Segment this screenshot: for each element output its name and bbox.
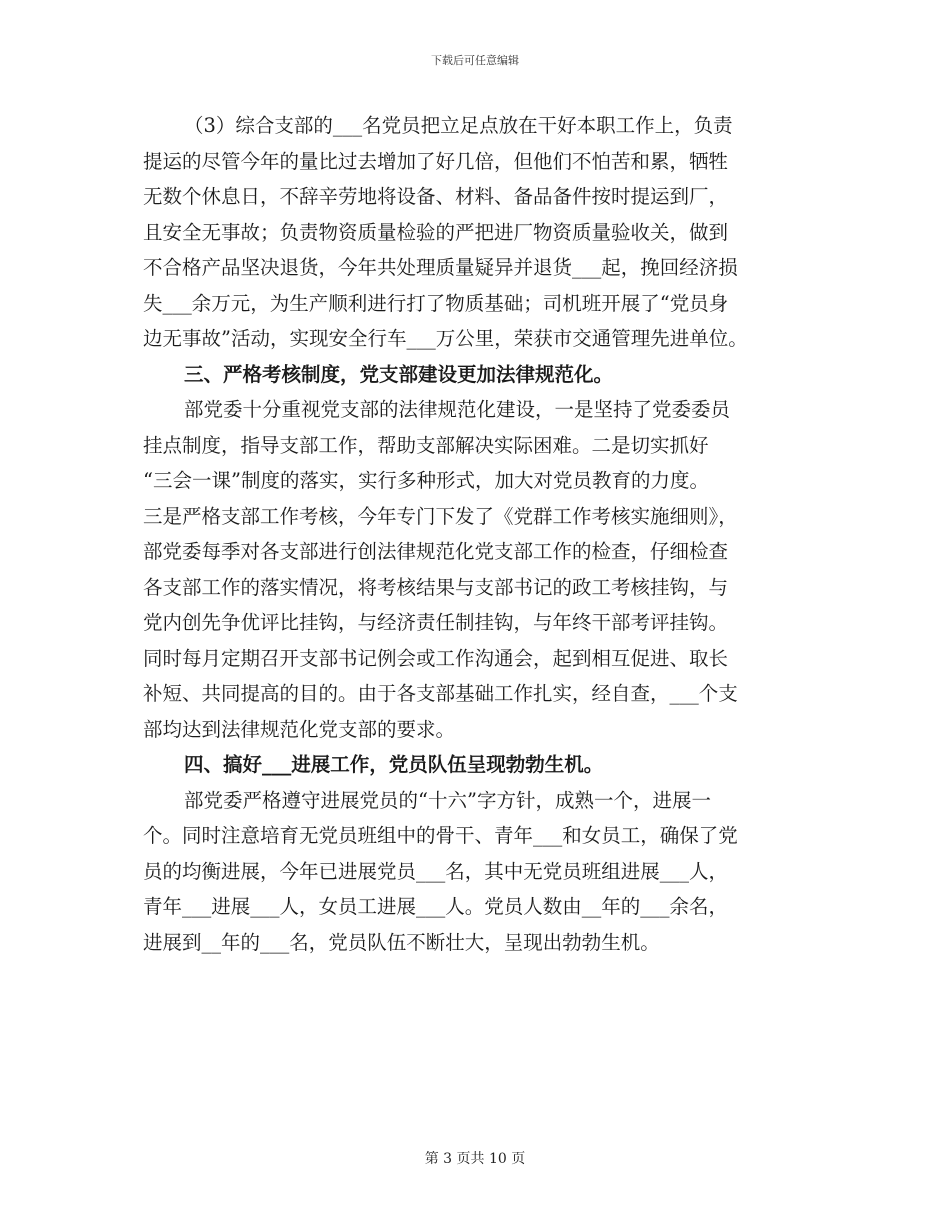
- paragraph-line: 挂点制度，指导支部工作，帮助支部解决实际困难。二是切实抓好: [143, 433, 709, 457]
- page-header-note: 下载后可任意编辑: [431, 54, 519, 67]
- section-heading: 三、严格考核制度，党支部建设更加法律规范化。: [184, 362, 614, 386]
- paragraph-line: 进展到__年的___名，党员队伍不断壮大，呈现出勃勃生机。: [143, 930, 660, 954]
- paragraph-line: 补短、共同提高的目的。由于各支部基础工作扎实，经自查，___个支: [143, 682, 738, 705]
- paragraph-line: 员的均衡进展，今年已进展党员___名，其中无党员班组进展___人，: [143, 859, 729, 883]
- paragraph-line: “三会一课”制度的落实，实行多种形式，加大对党员教育的力度。: [143, 469, 709, 492]
- paragraph-line: 不合格产品坚决退货，今年共处理质量疑异并退货___起，挽回经济损: [143, 256, 738, 279]
- paragraph-line: 边无事故”活动，实现安全行车___万公里，荣获市交通管理先进单位。: [143, 327, 748, 350]
- document-body: [143, 108, 833, 960]
- paragraph-line: 部党委每季对各支部进行创法律规范化党支部工作的检查，仔细检查: [143, 540, 729, 563]
- paragraph-line: 同时每月定期召开支部书记例会或工作沟通会，起到相互促进、取长: [143, 646, 729, 670]
- paragraph-line: 各支部工作的落实情况，将考核结果与支部书记的政工考核挂钩，与: [143, 575, 729, 599]
- paragraph-line: 提运的尽管今年的量比过去增加了好几倍，但他们不怕苦和累，牺牲: [143, 149, 729, 173]
- paragraph-line: 部党委十分重视党支部的法律规范化建设，一是坚持了党委委员: [184, 398, 731, 421]
- paragraph-line: 个。同时注意培育无党员班组中的骨干、青年___和女员工，确保了党: [143, 824, 738, 847]
- section-heading: 四、搞好___进展工作，党员队伍呈现勃勃生机。: [184, 753, 604, 776]
- paragraph-line: 青年___进展___人，女员工进展___人。党员人数由__年的___余名，: [143, 895, 729, 918]
- paragraph-line: 且安全无事故；负责物资质量检验的严把进厂物资质量验收关，做到: [143, 220, 729, 244]
- paragraph-line: 党内创先争优评比挂钩，与经济责任制挂钩，与年终干部考评挂钩。: [143, 611, 729, 634]
- paragraph-line: 部均达到法律规范化党支部的要求。: [143, 717, 456, 741]
- paragraph-line: （3）综合支部的___名党员把立足点放在干好本职工作上，负责: [184, 114, 733, 137]
- paragraph-line: 无数个休息日，不辞辛劳地将设备、材料、备品备件按时提运到厂，: [143, 185, 729, 208]
- paragraph-line: 三是严格支部工作考核，今年专门下发了《党群工作考核实施细则》，: [143, 504, 738, 528]
- page-number: 第 3 页共 10 页: [424, 1151, 526, 1167]
- paragraph-line: 部党委严格遵守进展党员的“十六”字方针，成熟一个，进展一: [184, 788, 711, 812]
- paragraph-line: 失___余万元，为生产顺利进行打了物质基础；司机班开展了“党员身: [143, 291, 729, 315]
